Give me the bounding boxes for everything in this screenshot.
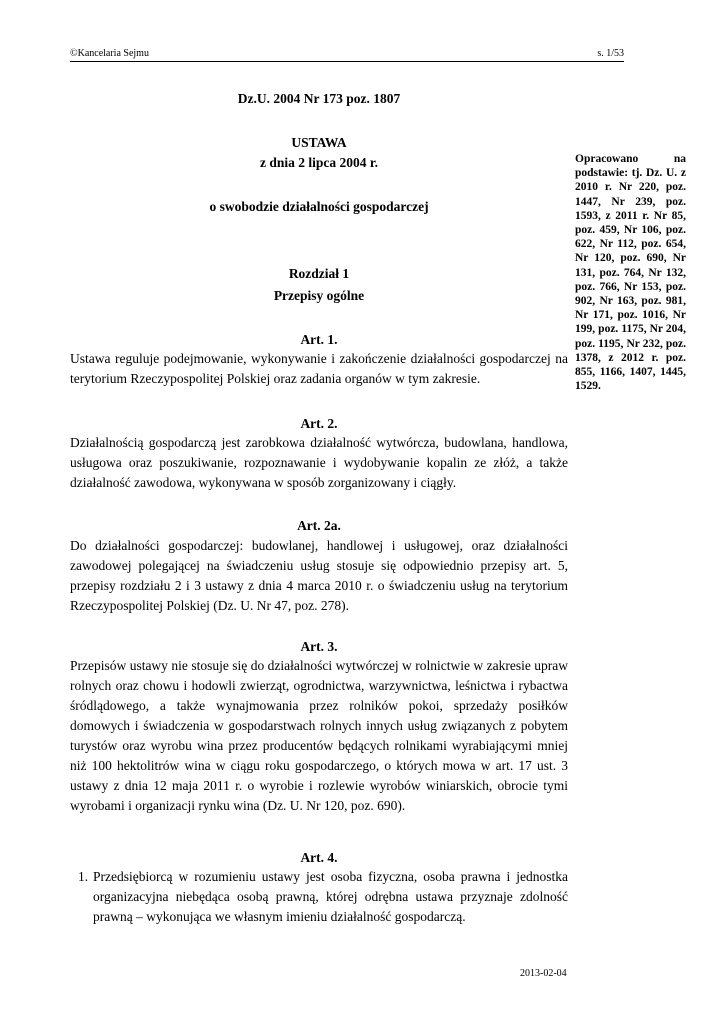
article-heading: Art. 3. — [300, 639, 338, 654]
publisher-label: ©Kancelaria Sejmu — [70, 48, 149, 59]
article-text: Przedsiębiorcą w rozumieniu ustawy jest osoba fizyczna, osoba prawna i jednostka organizacyjna niebędąca osobą prawną, której odrębna ustawa przyznaje zdolność prawną – wykonująca we własnym imieniu działalność gospodarczą. — [93, 869, 568, 924]
article-text: Przepisów ustawy nie stosuje się do działalności wytwórczej w rolnictwie w zakresie upraw rolnych oraz chowu i hodowli zwierząt, ogrodnictwa, warzywnictwa, leśnictwa i rybactwa śródlądowego, a także wynajmowania przez rolników pokoi, sprzedaży posiłków domowych i świadczenia w gospodarstwach rolnych innych usług związanych z pobytem turystów oraz wyrobu wina przez producentów będących rolnikami wyrabiającymi mniej niż 100 hektolitrów wina w ciągu roku gospodarczego, o których mowa w art. 17 ust. 3 ustawy z dnia 12 maja 2011 r. o wyrobie i rozlewie wyrobów winiarskich, obrocie tymi wyrobami i organizacji rynku wina (Dz. U. Nr 120, poz. 690). — [70, 658, 568, 813]
list-item-number: 1. — [78, 869, 89, 884]
article-text: Działalnością gospodarczą jest zarobkowa działalność wytwórcza, budowlana, handlowa, usługowa oraz poszukiwanie, rozpoznawanie i wydobywanie kopalin ze złóż, a także działalność zawodowa, wykonywana w sposób zorganizowany i ciągły. — [70, 435, 568, 490]
page-header — [70, 48, 624, 62]
article-heading: Art. 2. — [300, 416, 338, 431]
article-text: Do działalności gospodarczej: budowlanej, handlowej i usługowej, oraz działalności zawodowej polegającej na świadczeniu usług stosuje się odpowiednio przepisy art. 5, przepisy rozdziału 2 i 3 ustawy z dnia 4 marca 2010 r. o świadczeniu usług na terytorium Rzeczypospolitej Polskiej (Dz. U. Nr 47, poz. 278). — [70, 538, 568, 613]
document-date: z dnia 2 lipca 2004 r. — [259, 155, 378, 170]
document-title: o swobodzie działalności gospodarczej — [209, 199, 429, 214]
page-number: s. 1/53 — [597, 48, 624, 59]
article-heading: Art. 4. — [300, 850, 338, 865]
footer-date: 2013-02-04 — [520, 968, 567, 979]
journal-reference: Dz.U. 2004 Nr 173 poz. 1807 — [237, 91, 401, 106]
article-heading: Art. 2a. — [297, 518, 341, 533]
chapter-number: Rozdział 1 — [288, 266, 350, 281]
document-type: USTAWA — [291, 135, 347, 150]
side-note: Opracowano na podstawie: tj. Dz. U. z 2010 r. Nr 220, poz. 1447, Nr 239, poz. 1593, z 2011 r. Nr 85, poz. 459, Nr 106, poz. 622, Nr 112, poz. 654, Nr 120, poz. 690, Nr 131, poz. 764, Nr 132, poz. 766, Nr 153, poz. 902, Nr 163, poz. 981, Nr 171, poz. 1016, Nr 199, poz. 1175, Nr 204, poz. 1195, Nr 232, poz. 1378, z 2012 r. poz. 855, 1166, 1407, 1445, 1529. — [575, 153, 686, 393]
article-text: Ustawa reguluje podejmowanie, wykonywanie i zakończenie działalności gospodarczej na terytorium Rzeczypospolitej Polskiej oraz zadania organów w tym zakresie. — [70, 351, 568, 386]
chapter-title: Przepisy ogólne — [273, 288, 365, 303]
article-heading: Art. 1. — [300, 332, 338, 347]
